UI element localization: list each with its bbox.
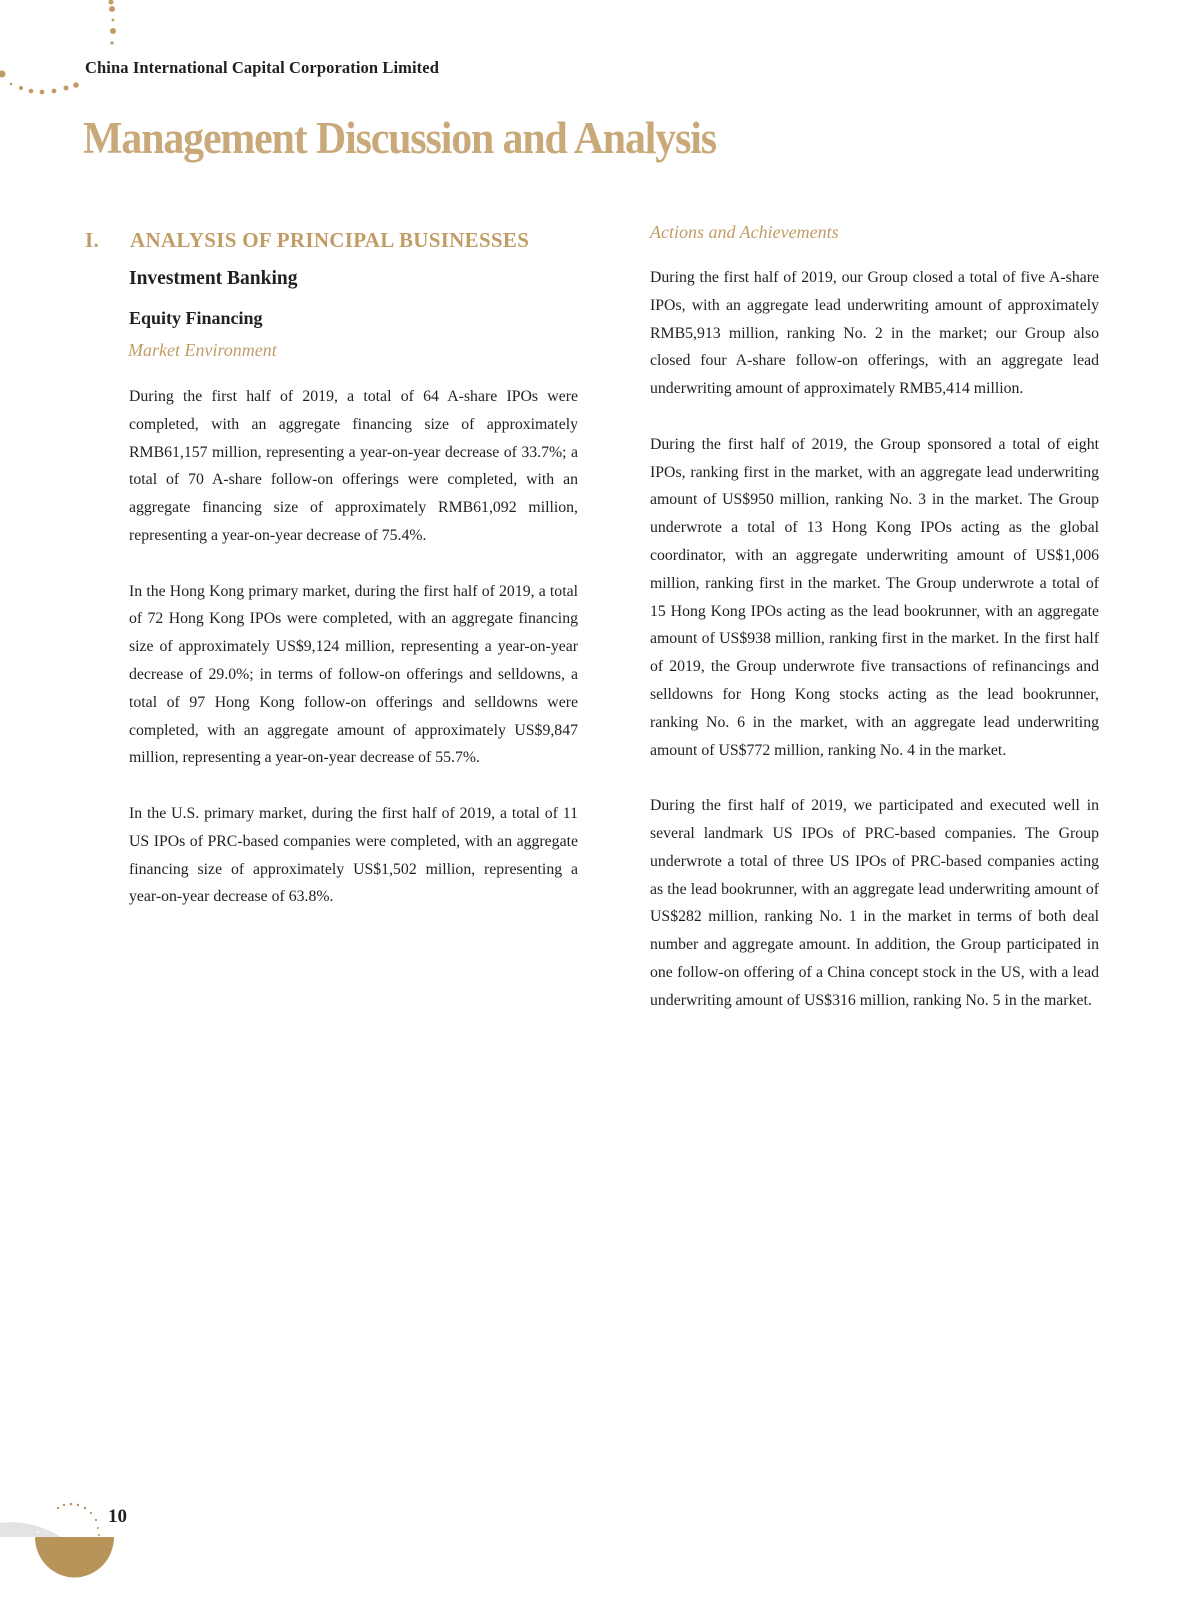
paragraph: During the first half of 2019, the Group sponsored a total of eight IPOs, ranking first in the market, with an aggregate lead underwriting amount of US$950 million, ranking No. 3 in the market. The Group underwrote a total of 13 Hong Kong IPOs acting as the global coordinator, with an aggregate underwriting amount of US$1,006 million, ranking first in the market. The Group underwrote a total of 15 Hong Kong IPOs acting as the lead bookrunner, with an aggregate amount of US$938 million, ranking first in the market. In the first half of 2019, the Group underwrote five transactions of refinancings and selldowns for Hong Kong stocks acting as the lead bookrunner, ranking No. 6 in the market, with an aggregate lead underwriting amount of US$772 million, ranking No. 4 in the market. [650,435,1099,759]
decorative-footer-semicircles-icon [0,1460,140,1615]
right-column-body [650,264,1099,1042]
subheading-investment-banking: Investment Banking [129,268,298,289]
left-column-body [129,383,578,939]
page-number: 10 [108,1506,127,1527]
section-heading [85,228,529,253]
paragraph: During the first half of 2019, a total of 64 A-share IPOs were completed, with an aggregate financing size of approximately RMB61,157 million, representing a year-on-year decrease of 33.7%; a total of 70 A-share follow-on offerings were completed, with an aggregate financing size of approximately RMB61,092 million, representing a year-on-year decrease of 75.4%. [129,388,578,544]
decorative-dots-top-icon [0,0,130,110]
page-title: Management Discussion and Analysis [83,113,716,163]
company-name: China International Capital Corporation Limited [85,58,439,77]
paragraph: In the Hong Kong primary market, during the first half of 2019, a total of 72 Hong Kong IPOs were completed, with an aggregate financing size of approximately US$9,124 million, representing a year-on-year decrease of 29.0%; in terms of follow-on offerings and selldowns, a total of 97 Hong Kong follow-on offerings and selldowns were completed, with an aggregate amount of approximately US$9,847 million, representing a year-on-year decrease of 55.7%. [129,582,578,767]
heading-market-environment: Market Environment [128,340,277,360]
paragraph: During the first half of 2019, we participated and executed well in several landmark US IPOs of PRC-based companies. The Group underwrote a total of three US IPOs of PRC-based companies acting as the lead bookrunner, with an aggregate lead underwriting amount of US$282 million, ranking No. 1 in the market in terms of both deal number and aggregate amount. In addition, the Group participated in one follow-on offering of a China concept stock in the US, with a lead underwriting amount of US$316 million, ranking No. 5 in the market. [650,797,1099,1009]
paragraph: In the U.S. primary market, during the first half of 2019, a total of 11 US IPOs of PRC-based companies were completed, with an aggregate financing size of approximately US$1,502 million, representing a year-on-year decrease of 63.8%. [129,804,578,906]
subheading-equity-financing: Equity Financing [129,308,263,328]
heading-actions-achievements: Actions and Achievements [650,222,839,242]
section-number: I. [85,228,100,252]
section-title: ANALYSIS OF PRINCIPAL BUSINESSES [130,228,530,252]
paragraph: During the first half of 2019, our Group closed a total of five A-share IPOs, with an aggregate lead underwriting amount of approximately RMB5,913 million, ranking No. 2 in the market; our Group also closed four A-share follow-on offerings, with an aggregate lead underwriting amount of approximately RMB5,414 million. [650,269,1099,398]
